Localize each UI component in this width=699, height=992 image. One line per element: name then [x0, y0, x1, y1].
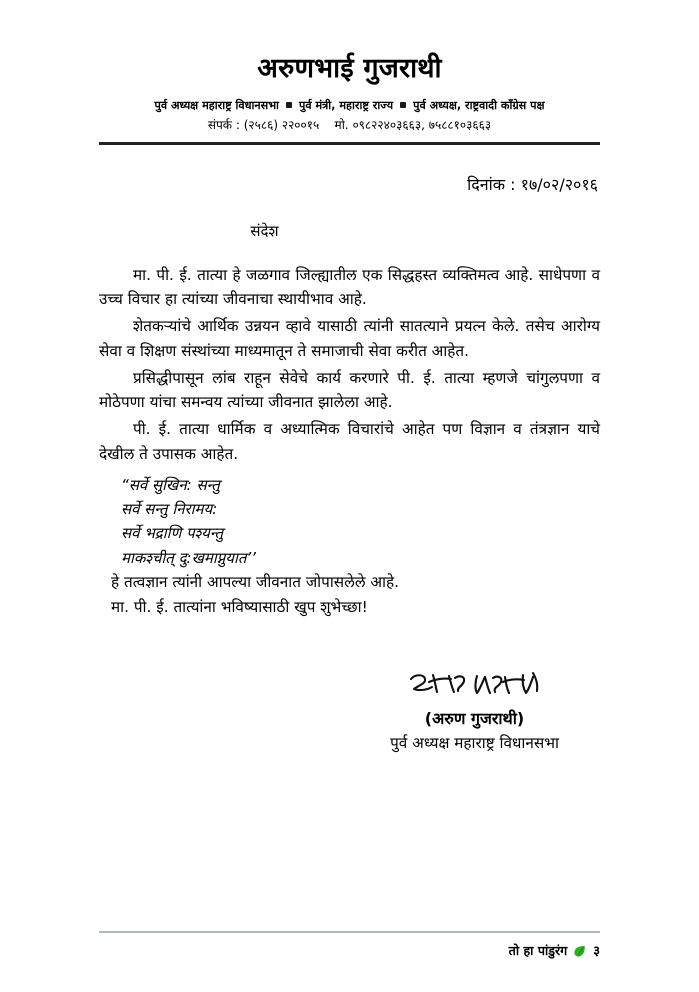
body-paragraph: प्रसिद्धीपासून लांब राहून सेवेचे कार्य करणारे पी. ई. तात्या म्हणजे चांगुलपणा व मोठेपणा यांचा समन्वय त्यांच्या जीवनात झालेला आहे. — [99, 368, 600, 412]
signature-block — [99, 665, 600, 753]
closing-line: मा. पी. ई. तात्यांना भविष्यासाठी खुप शुभेच्छा! — [111, 597, 368, 616]
role-1: पुर्व अध्यक्ष महाराष्ट्र विधानसभा — [154, 98, 279, 112]
shloka-line: सर्वे सन्तु निरामय: — [121, 500, 218, 518]
role-3: पुर्व अध्यक्ष, राष्ट्रवादी काँग्रेस पक्ष — [413, 98, 545, 112]
footer-divider — [99, 931, 600, 933]
role-separator-diamond-icon — [286, 102, 292, 108]
letterhead-contact: संपर्क : (२५८६) २२००१५ मो. ०९८२२४०३६६३, ७५८८१०३६६३ — [207, 118, 492, 133]
sanskrit-shloka — [99, 473, 600, 570]
leaf-icon — [573, 945, 586, 958]
role-separator-diamond-icon — [400, 102, 406, 108]
letterhead — [99, 0, 600, 145]
shloka-line: “सर्वे सुखिन: सन्तु — [121, 475, 220, 494]
page-number: ३ — [593, 944, 600, 959]
signer-title: पुर्व अध्यक्ष महाराष्ट्र विधानसभा — [390, 734, 559, 753]
body-paragraph: शेतकऱ्यांचे आर्थिक उन्नयन व्हावे यासाठी त्यांनी सातत्याने प्रयत्न केले. तसेच आरोग्य सेवा व शिक्षण संस्थांच्या माध्यमातून ते समाजाची सेवा करीत आहेत. — [99, 317, 600, 360]
shloka-line: सर्वे भद्राणि पश्यन्तु — [121, 524, 224, 543]
header-divider — [99, 142, 600, 145]
footer-title: तो हा पांडुरंग — [508, 942, 568, 958]
page-footer — [99, 931, 600, 959]
signer-name: (अरुण गुजराथी) — [424, 709, 525, 729]
body-paragraph: मा. पी. ई. तात्या हे जळगाव जिल्ह्यातील एक सिद्धहस्त व्यक्तिमत्व आहे. साधेपणा व उच्च विचार हा त्यांच्या जीवनाचा स्थायीभाव आहे. — [99, 265, 600, 309]
letterhead-roles — [99, 99, 600, 112]
letter-body — [99, 263, 600, 620]
footer-row — [99, 941, 600, 959]
subject-heading: संदेश — [250, 221, 279, 240]
body-paragraph: पी. ई. तात्या धार्मिक व अध्यात्मिक विचारांचे आहेत पण विज्ञान व तंत्रज्ञान याचे देखील ते उपासक आहेत. — [99, 420, 600, 463]
closing-line: हे तत्वज्ञान त्यांनी आपल्या जीवनात जोपासलेले आहे. — [111, 572, 399, 591]
shloka-line: माकश्चीत् दु:खमाप्नुयात’’ — [121, 548, 256, 567]
role-2: पुर्व मंत्री, महाराष्ट्र राज्य — [298, 98, 394, 112]
letterhead-name: अरुणभाई गुजराथी — [257, 53, 442, 84]
handwritten-signature-icon — [349, 665, 600, 705]
date-line: दिनांक : १७/०२/२०१६ — [467, 174, 598, 194]
